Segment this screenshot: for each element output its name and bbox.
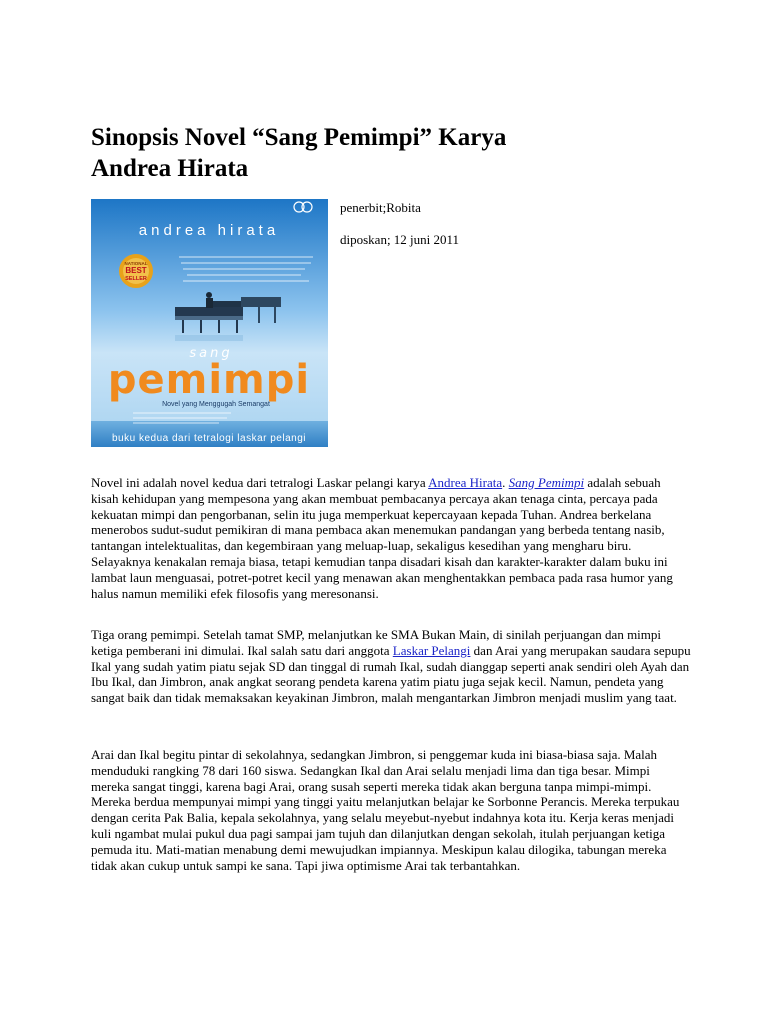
article-title: [91, 122, 691, 184]
badge-line-1: NATIONAL: [124, 261, 148, 266]
link-laskar-pelangi[interactable]: Laskar Pelangi: [392, 642, 471, 658]
cover-title-small: sang: [189, 346, 233, 361]
paragraph-1-intro: Novel ini adalah novel kedua dari tetralogi Laskar pelangi karya: [91, 475, 429, 490]
cover-title-big: pemimpi: [107, 357, 311, 403]
link-sang-pemimpi[interactable]: Sang Pemimpi: [508, 475, 585, 490]
badge-line-2: BEST: [125, 266, 147, 275]
posted-date: diposkan; 12 juni 2011: [340, 232, 460, 247]
paragraph-1: [91, 475, 691, 601]
article-title-line-2: Andrea Hirata: [91, 155, 249, 182]
paragraph-2-intro: Tiga orang pemimpi. Setelah tamat SMP, melanjutkan ke SMA Bukan Main, di sinilah perjuangan dan mimpi ketiga pemberani ini dimulai. Ikal salah satu dari anggota: [91, 627, 662, 658]
paragraph-2-rest: dan Arai yang merupakan saudara sepupu Ikal yang sudah yatim piatu sejak SD dan tinggal di rumah Ikal, sudah dianggap seperti anak sendiri oleh Ayah dan Ibu Ikal, dan Jimbron, anak angkat seorang pendeta karena yatim piatu juga sejak kecil. Namun, pendeta yang sangat baik dan tidak memaksakan keyakinan Jimbron, malah mengantarkan Jimbron menjadi muslim yang taat.: [91, 642, 691, 706]
publisher-line: penerbit;Robita: [340, 200, 421, 215]
paragraph-1-rest: adalah sebuah kisah kehidupan yang mempesona yang akan membuat pembacanya percaya akan tenaga cinta, percaya pada kekuatan mimpi dan pengorbanan, selin itu juga memperkuat kepercayaan kepada Tuhan. Andrea berkelana menerobos sudut-sudut pemikiran di mana pembaca akan menemukan pandangan yang berbeda tentang nasib, tantangan intelektualitas, dan kegembiraan yang meluap-luap, sekaligus kesedihan yang mengharu biru. Selayaknya kenakalan remaja biasa, tetapi kemudian tanpa disadari kisah dan karakter-karakter dalam buku ini lambat laun menguasai, potret-potret kecil yang menawan akan menghentakkan pembaca pada rasa humor yang halus namun memiliki efek filosofis yang meresonansi.: [91, 475, 673, 601]
paragraph-3: Arai dan Ikal begitu pintar di sekolahnya, sedangkan Jimbron, si penggemar kuda ini biasa-biasa saja. Malah menduduki rangking 78 dari 160 siswa. Sedangkan Ikal dan Arai selalu menjadi lima dan tiga besar. Mimpi mereka sangat tinggi, karena bagi Arai, orang susah seperti mereka tidak akan berguna tanpa mimpi-mimpi. Mereka berdua mempunyai mimpi yang tinggi yaitu melanjutkan belajar ke Sorbonne Perancis. Mereka terpukau dengan cerita Pak Balia, kepala sekolahnya, yang selalu meyebut-nyebut indahnya kota itu. Kerja keras menjadi kuli ngambat mulai pukul dua pagi sampai jam tujuh dan dilanjutkan dengan sekolah, itulah perjuangan ketiga pemuda itu. Mati-matian menabung demi mewujudkan impiannya. Meskipun kalau dilogika, tabungan mereka tidak akan cukup untuk sampi ke sana. Tapi jiwa optimisme Arai tak terbantahkan.: [91, 747, 680, 873]
badge-line-3: SELLER: [125, 276, 147, 282]
cover-series-label: buku kedua dari tetralogi laskar pelangi: [112, 433, 306, 444]
paragraph-2: [91, 627, 691, 706]
link-andrea-hirata[interactable]: Andrea Hirata: [428, 475, 503, 490]
cover-subtitle: Novel yang Menggugah Semangat: [162, 401, 270, 408]
paragraph-1-separator: .: [502, 475, 509, 490]
book-cover-image: [91, 199, 328, 447]
cover-author: andrea hirata: [138, 222, 280, 239]
article-title-line-1: Sinopsis Novel “Sang Pemimpi” Karya: [91, 124, 507, 151]
best-seller-badge: [119, 254, 153, 288]
